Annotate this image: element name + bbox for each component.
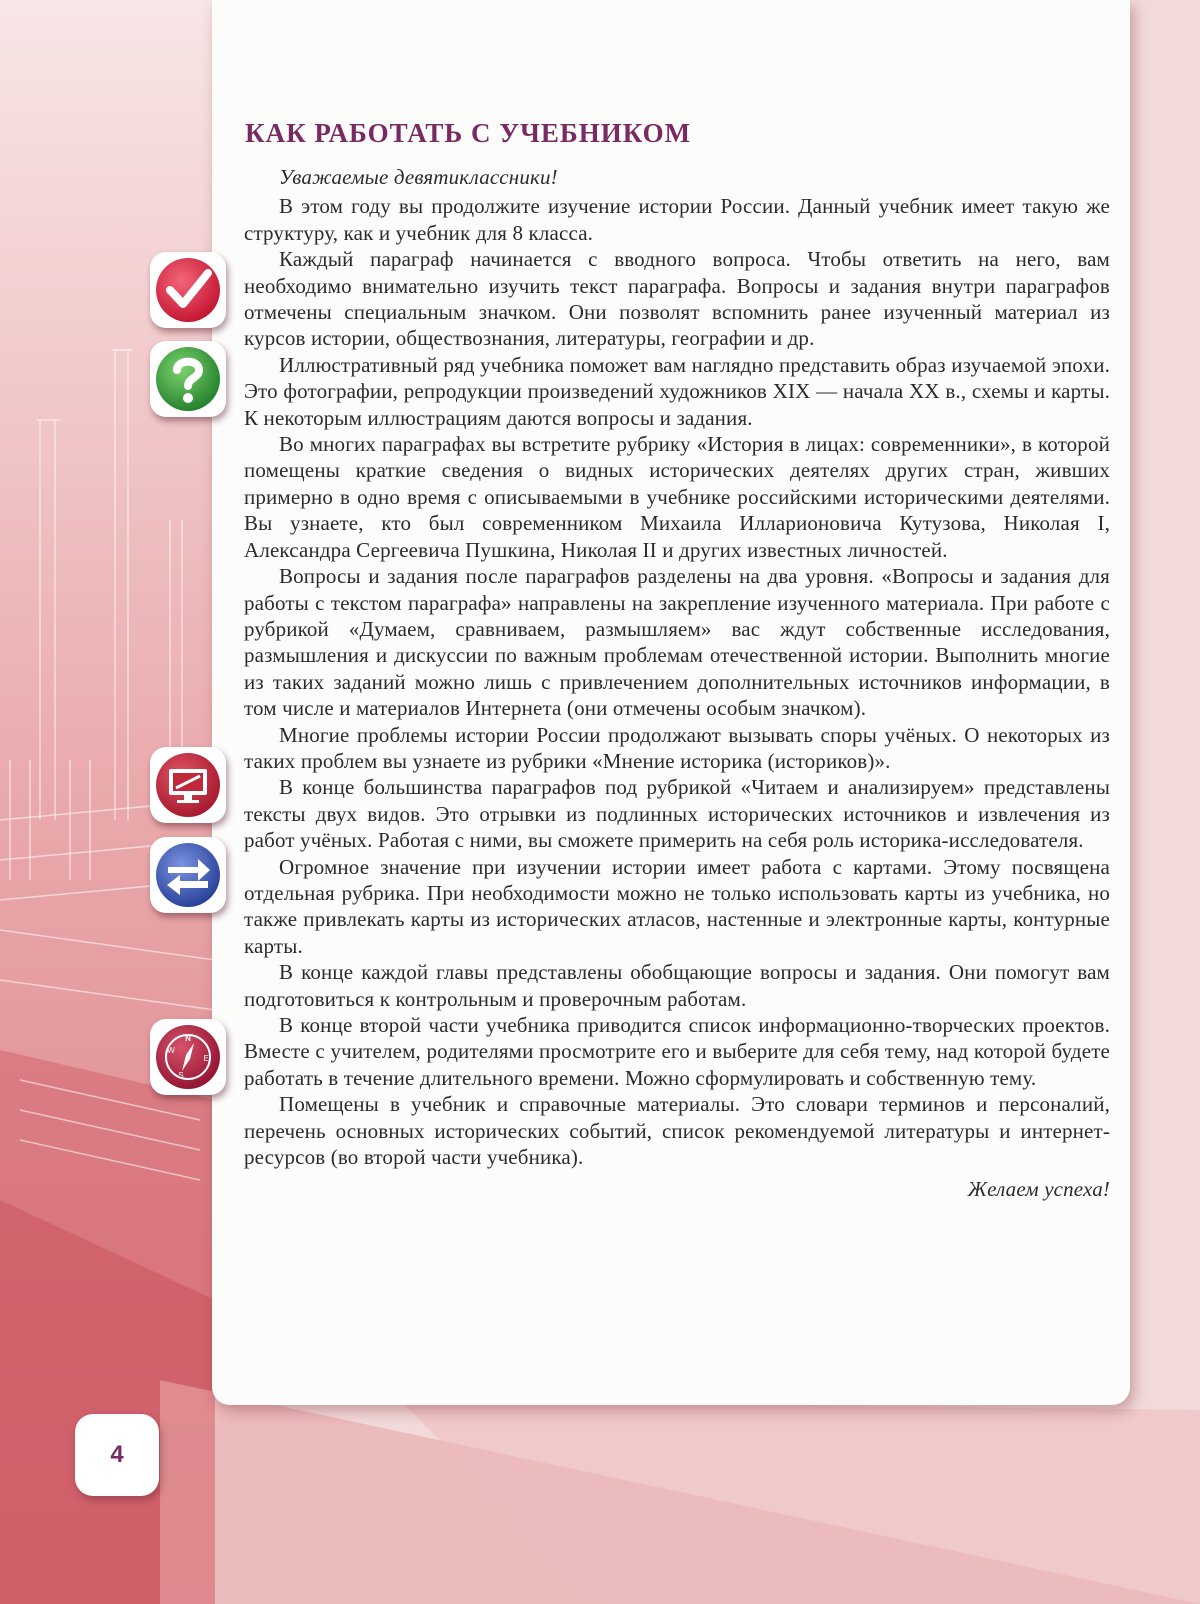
body-text: [244, 164, 1110, 1203]
paragraph: Иллюстративный ряд учебника поможет вам наглядно представить образ изучаемой эпохи. Это фотографии, репродукции произведений художников XIX — начала XX в., схемы и карты. К некоторым иллюстрациям даются вопросы и задания.: [244, 352, 1110, 430]
page-title: КАК РАБОТАТЬ С УЧЕБНИКОМ: [245, 118, 692, 148]
compass-icon: [150, 1019, 226, 1095]
closing-wish: Желаем успеха!: [967, 1177, 1110, 1202]
page-number-box: [75, 1414, 159, 1496]
paragraph: Многие проблемы истории России продолжают вызывать споры учёных. О некоторых из таких проблем вы узнаете из рубрики «Мнение историка (историков)».: [244, 722, 1110, 773]
greeting: Уважаемые девятиклассники!: [279, 165, 558, 189]
svg-text:N: N: [185, 1034, 191, 1043]
svg-text:W: W: [167, 1046, 175, 1055]
paragraph: Помещены в учебник и справочные материалы. Это словари терминов и персоналий, перечень основных исторических событий, список рекомендуемой литературы и интернет-ресурсов (во второй части учебника).: [244, 1092, 1110, 1170]
paragraph: В конце большинства параграфов под рубрикой «Читаем и анализируем» представлены тексты двух видов. Это отрывки из подлинных исторических источников и извлечения из работ учёных. Работая с ними, вы сможете примерить на себя роль историка-исследователя.: [244, 775, 1110, 853]
page-number: 4: [110, 1441, 124, 1468]
debate-arrows-icon: [150, 837, 226, 913]
paragraph: Вопросы и задания после параграфов разделены на два уровня. «Вопросы и задания для работы с текстом параграфа» направлены на закрепление изученного материала. При работе с рубрикой «Думаем, сравниваем, размышляем» вас ждут собственные исследования, размышления и дискуссии по важным проблемам отечественной истории. Выполнить многие из таких заданий можно лишь с привлечением дополнительных источников информации, в том числе и материалов Интернета (они отмечены особым значком).: [244, 564, 1110, 721]
question-icon: [150, 341, 226, 417]
computer-icon: [150, 747, 226, 823]
paragraph: В этом году вы продолжите изучение истории России. Данный учебник имеет такую же структуру, как и учебник для 8 класса.: [244, 194, 1110, 245]
paragraph: Во многих параграфах вы встретите рубрику «История в лицах: современники», в которой помещены краткие сведения о видных исторических деятелях других стран, живших примерно в одно время с описываемыми в учебнике российскими историческими деятелями. Вы узнаете, кто был современником Михаила Илларионовича Кутузова, Николая I, Александра Сергеевича Пушкина, Николая II и других известных личностей.: [244, 432, 1110, 562]
checkmark-icon: [150, 252, 226, 328]
svg-text:S: S: [178, 1071, 184, 1080]
svg-text:E: E: [203, 1054, 209, 1063]
paragraph: В конце второй части учебника приводится список информационно-творческих проектов. Вместе с учителем, родителями просмотрите его и выберите для себя тему, над которой будете работать в течение длительного времени. Можно сформулировать и собственную тему.: [244, 1013, 1110, 1090]
paragraph: Каждый параграф начинается с вводного вопроса. Чтобы ответить на него, вам необходимо внимательно изучить текст параграфа. Вопросы и задания внутри параграфов отмечены специальным значком. Они позволят вспомнить ранее изученный материал из курсов истории, обществознания, литературы, географии и др.: [244, 247, 1110, 351]
paragraph: Огромное значение при изучении истории имеет работа с картами. Этому посвящена отдельная рубрика. При необходимости можно не только использовать карты из учебника, но также привлекать карты из исторических атласов, настенные и электронные карты, контурные карты.: [244, 854, 1110, 958]
paragraph: В конце каждой главы представлены обобщающие вопросы и задания. Они помогут вам подготовиться к контрольным и проверочным работам.: [244, 960, 1110, 1011]
